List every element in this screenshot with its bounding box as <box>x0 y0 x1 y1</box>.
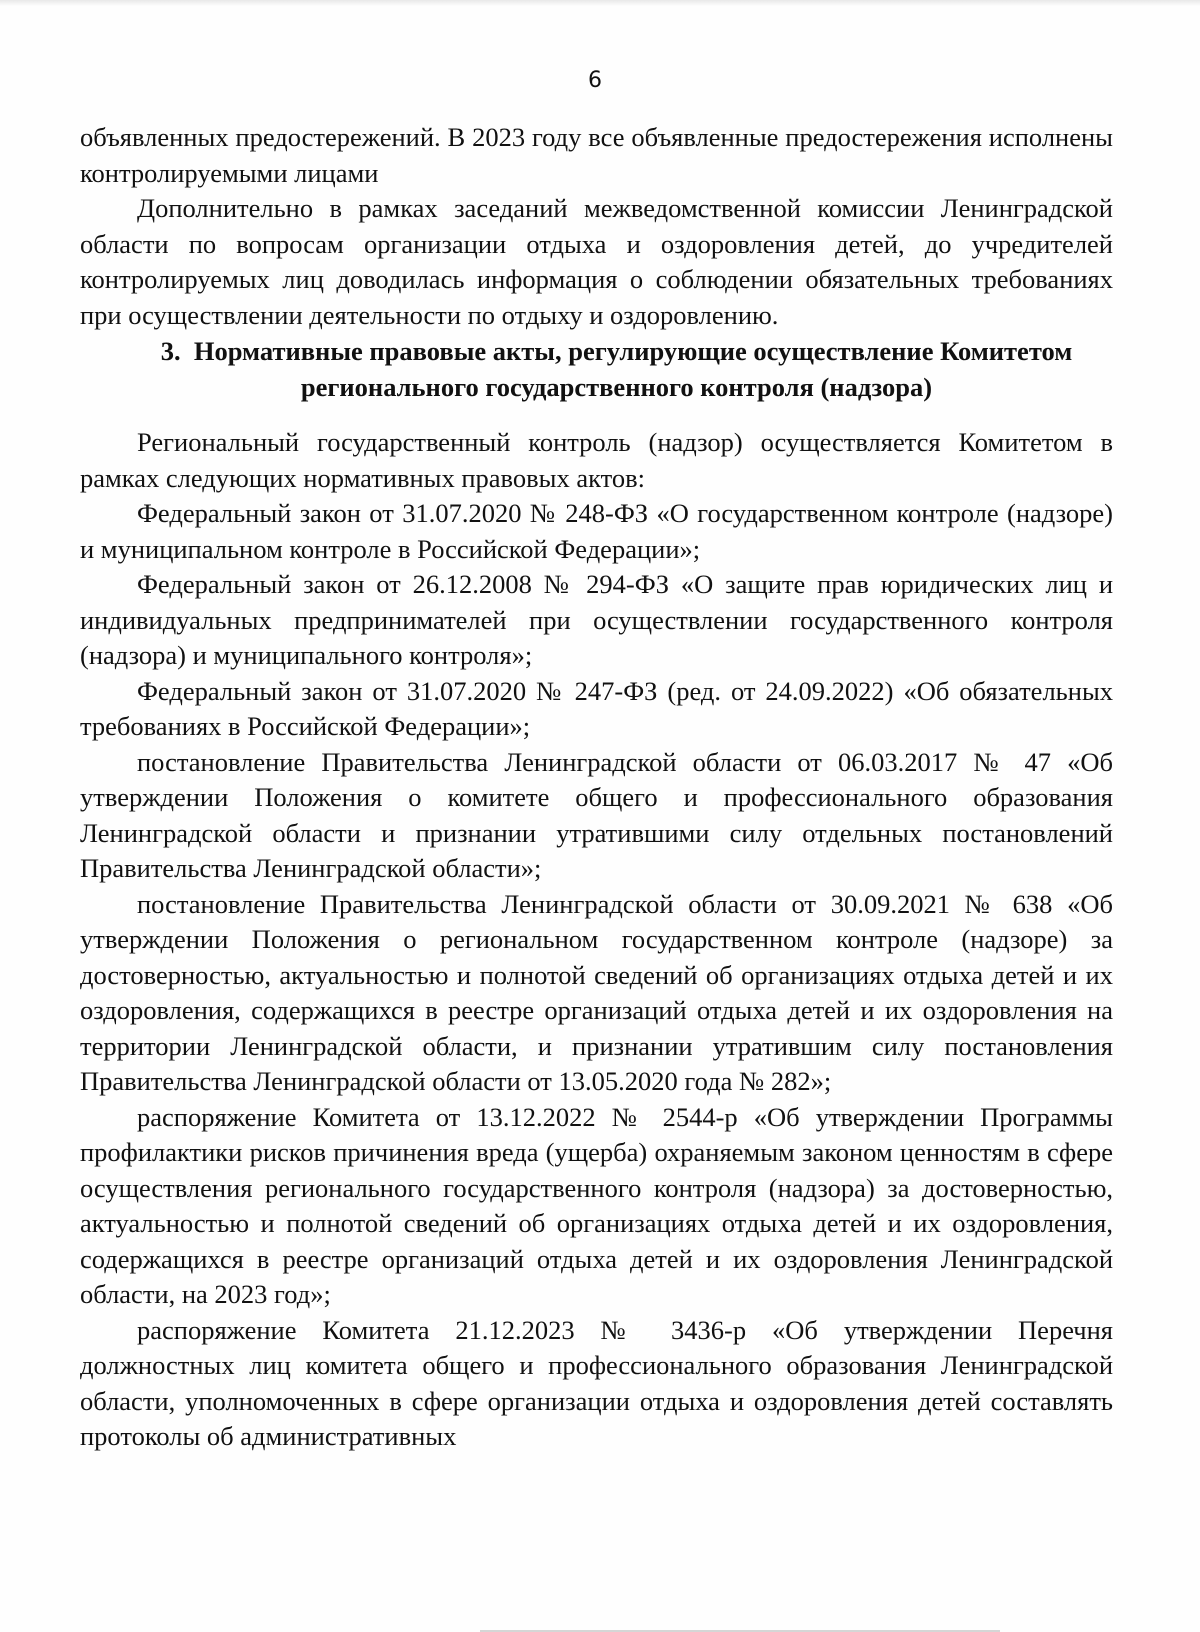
paragraph-interagency-commission: Дополнительно в рамках заседаний межведомственной комиссии Ленинградской области по вопросам организации отдыха и оздоровления детей, до учредителей контролируемых лиц доводилась информация о соблюдении обязательных требованиях при осуществлении деятельности по отдыху и оздоровлению. <box>80 193 1113 330</box>
paragraph-order-2544r: распоряжение Комитета от 13.12.2022 № 2544-р «Об утверждении Программы профилактики рисков причинения вреда (ущерба) охраняемым законом ценностям в сфере осуществления регионального государственного контроля (надзора) за достоверностью, актуальностью и полнотой сведений об организациях отдыха детей и их оздоровления, содержащихся в реестре организаций отдыха детей и их оздоровления Ленинградской области, на 2023 год»; <box>80 1101 1113 1309</box>
paragraph-intro-continuation: объявленных предостережений. В 2023 году все объявленные предостережения исполнены контролируемыми лицами <box>80 122 1113 188</box>
paragraph-act-247fz: Федеральный закон от 31.07.2020 № 247-ФЗ (ред. от 24.09.2022) «Об обязательных требованиях в Российской Федерации»; <box>80 675 1113 741</box>
paragraph-act-248fz: Федеральный закон от 31.07.2020 № 248-ФЗ «О государственном контроле (надзоре) и муниципальном контроле в Российской Федерации»; <box>80 498 1113 564</box>
section-number: 3. <box>160 336 181 366</box>
paragraph-act-294fz: Федеральный закон от 26.12.2008 № 294-ФЗ «О защите прав юридических лиц и индивидуальных предпринимателей при осуществлении государственного контроля (надзора) и муниципального контроля»; <box>80 569 1113 670</box>
document-body <box>80 120 1113 1455</box>
page-number: 6 <box>588 68 602 93</box>
paragraph-order-3436r: распоряжение Комитета 21.12.2023 № 3436-р «Об утверждении Перечня должностных лиц комитета общего и профессионального образования Ленинградской области, уполномоченных в сфере организации отдыха и оздоровления детей составлять протоколы об административных <box>80 1314 1113 1451</box>
paragraph-resolution-47: постановление Правительства Ленинградской области от 06.03.2017 № 47 «Об утверждении Положения о комитете общего и профессионального образования Ленинградской области и признании утратившими силу отдельных постановлений Правительства Ленинградской области»; <box>80 746 1113 883</box>
section-title-part-2: регионального государственного контроля (надзора) <box>300 372 933 402</box>
paragraph-acts-intro: Региональный государственный контроль (надзор) осуществляется Комитетом в рамках следующих нормативных правовых актов: <box>80 427 1113 493</box>
paragraph-resolution-638: постановление Правительства Ленинградской области от 30.09.2021 № 638 «Об утверждении Положения о региональном государственном контроле (надзоре) за достоверностью, актуальностью и полнотой сведений об организациях отдыха детей и их оздоровления, содержащихся в реестре организаций отдыха детей и их оздоровления на территории Ленинградской области, и признании утратившим силу постановления Правительства Ленинградской области от 13.05.2020 года № 282»; <box>80 888 1113 1096</box>
section-heading <box>80 333 1113 405</box>
scan-edge-top <box>0 0 1200 6</box>
section-heading-line-1 <box>120 333 1113 369</box>
section-title-part-1: Нормативные правовые акты, регулирующие осуществление Комитетом <box>193 336 1073 366</box>
